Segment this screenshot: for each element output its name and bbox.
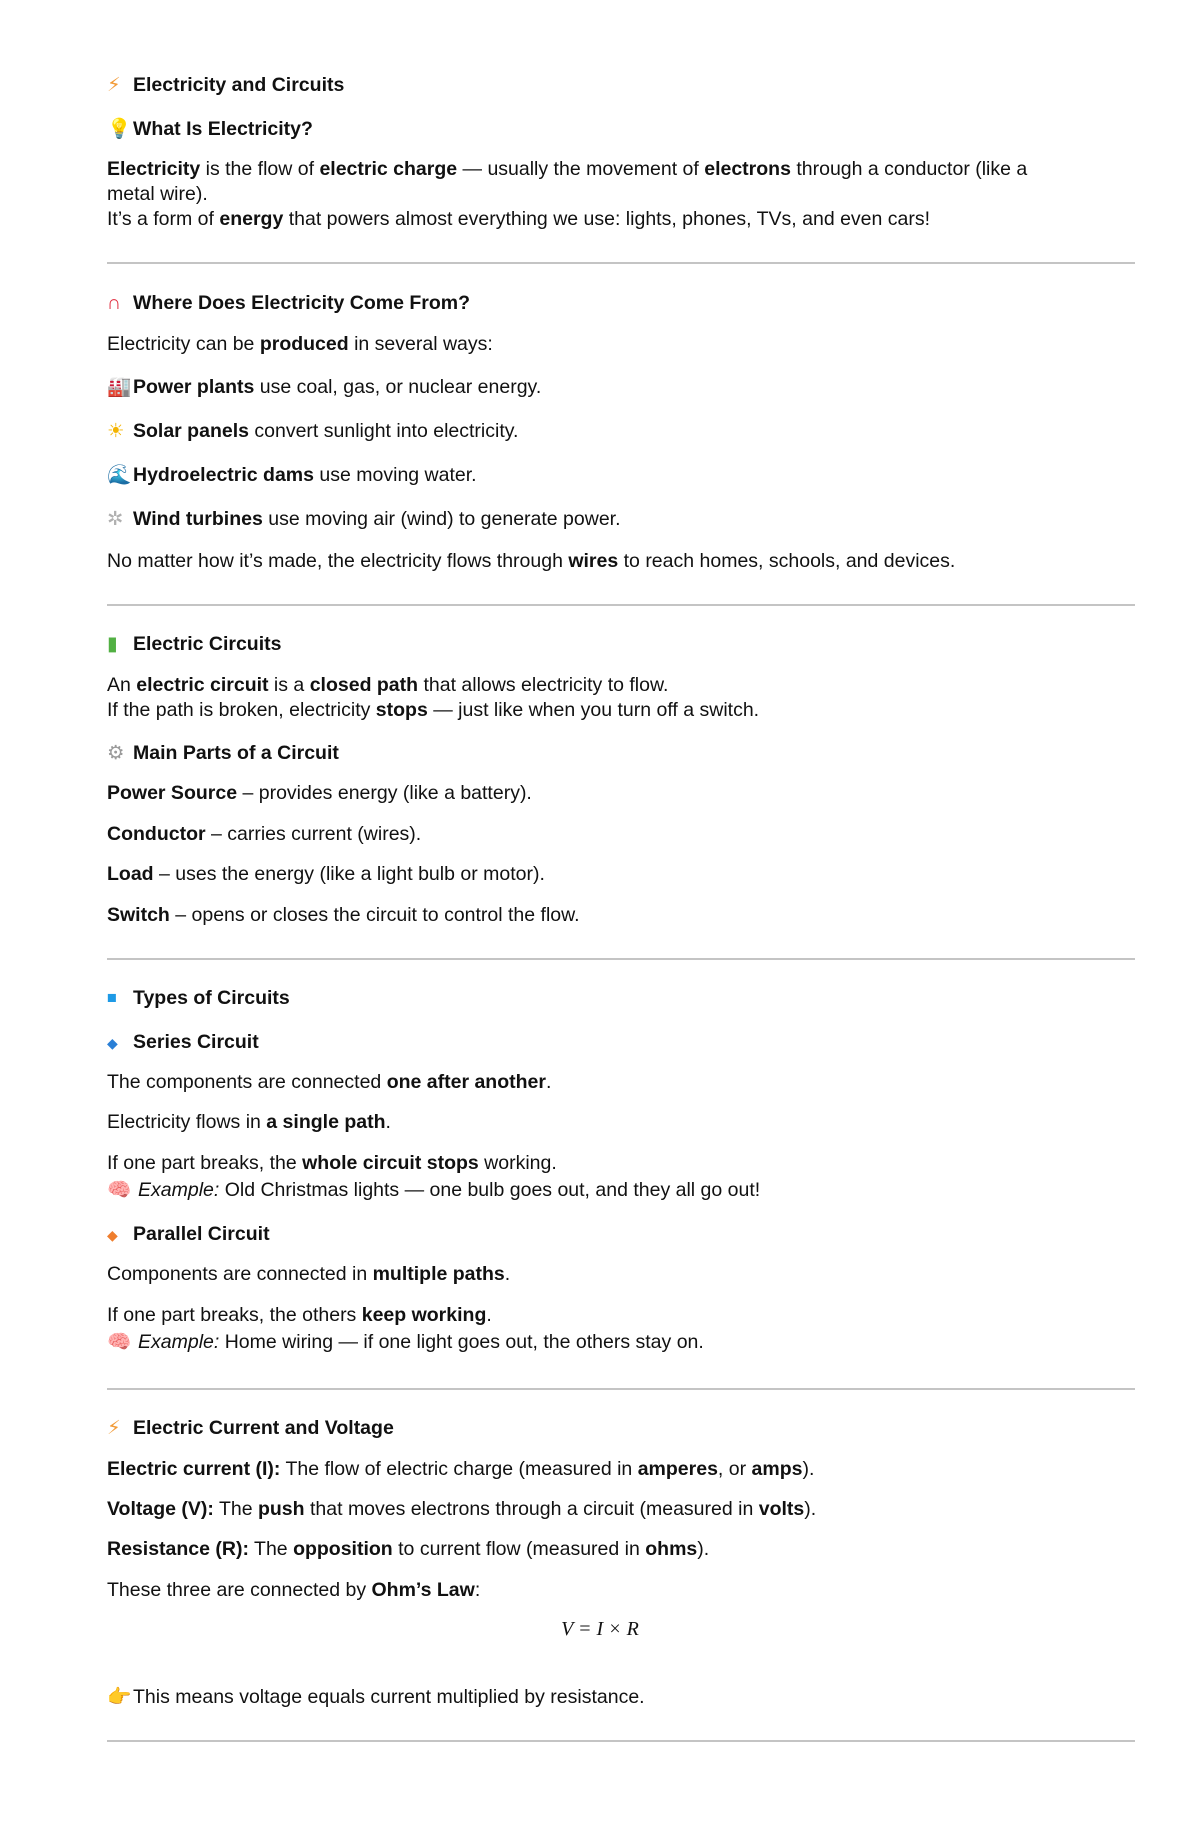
lightning-bolt-icon: ⚡ — [107, 74, 121, 96]
factory-icon: 🏭 — [107, 376, 132, 398]
list-item: 🌊Hydroelectric dams use moving water. — [107, 464, 477, 486]
gear-icon: ⚙ — [107, 742, 125, 764]
wind-turbine-icon: ✲ — [107, 508, 124, 530]
paragraph: An electric circuit is a closed path that allows electricity to flow. — [107, 674, 669, 696]
blue-diamond-icon: ◆ — [107, 1035, 118, 1051]
light-bulb-icon: 💡 — [107, 118, 132, 140]
list-item: 🏭Power plants use coal, gas, or nuclear energy. — [107, 376, 542, 398]
list-item: ☀ Solar panels convert sunlight into electricity. — [107, 420, 519, 442]
paragraph: If one part breaks, the whole circuit stops working. — [107, 1152, 557, 1174]
list-item: Conductor – carries current (wires). — [107, 823, 422, 845]
section-heading-electric-circuits: ▮ Electric Circuits — [107, 633, 282, 655]
battery-icon: ▮ — [107, 633, 118, 655]
example-line: 🧠 Example: Home wiring — if one light goes out, the others stay on. — [107, 1331, 704, 1353]
list-item: Power Source – provides energy (like a battery). — [107, 782, 532, 804]
pointing-hand-icon: 👉 — [107, 1686, 132, 1708]
paragraph: It’s a form of energy that powers almost everything we use: lights, phones, TVs, and even cars! — [107, 208, 931, 230]
paragraph: The components are connected one after another. — [107, 1071, 552, 1093]
square-button-icon: ⏹ — [107, 987, 117, 1009]
definition-current: Electric current (I): The flow of electric charge (measured in amperes, or amps). — [107, 1458, 815, 1480]
divider — [107, 1740, 1135, 1742]
paragraph: Components are connected in multiple paths. — [107, 1263, 511, 1285]
section-heading-current-voltage: ⚡ Electric Current and Voltage — [107, 1417, 394, 1439]
ohms-law-equation: V = I × R — [561, 1618, 639, 1640]
divider — [107, 262, 1135, 264]
paragraph: If the path is broken, electricity stops — just like when you turn off a switch. — [107, 699, 760, 721]
list-item: Switch – opens or closes the circuit to control the flow. — [107, 904, 580, 926]
sun-icon: ☀ — [107, 420, 125, 442]
page-title: ⚡ Electricity and Circuits — [107, 74, 345, 96]
note-line: 👉This means voltage equals current multiplied by resistance. — [107, 1686, 645, 1708]
paragraph: No matter how it’s made, the electricity flows through wires to reach homes, schools, and devices. — [107, 550, 956, 572]
brain-icon: 🧠 — [107, 1331, 132, 1353]
lightning-bolt-icon: ⚡ — [107, 1417, 121, 1439]
subheading-main-parts: ⚙ Main Parts of a Circuit — [107, 742, 339, 764]
water-wave-icon: 🌊 — [107, 464, 132, 486]
section-heading-where-from: ∩ Where Does Electricity Come From? — [107, 292, 471, 314]
list-item: Load – uses the energy (like a light bulb or motor). — [107, 863, 545, 885]
paragraph: Electricity can be produced in several ways: — [107, 333, 493, 355]
definition-voltage: Voltage (V): The push that moves electrons through a circuit (measured in volts). — [107, 1498, 817, 1520]
paragraph: These three are connected by Ohm’s Law: — [107, 1579, 481, 1601]
subheading-series-circuit: ◆ Series Circuit — [107, 1029, 259, 1056]
paragraph: Electricity is the flow of electric charge — usually the movement of electrons through a conductor (like a — [107, 158, 1028, 180]
orange-diamond-icon: ◆ — [107, 1227, 118, 1243]
example-line: 🧠 Example: Old Christmas lights — one bulb goes out, and they all go out! — [107, 1179, 761, 1201]
section-heading-what-is-electricity: 💡What Is Electricity? — [107, 118, 313, 140]
paragraph: If one part breaks, the others keep working. — [107, 1304, 492, 1326]
paragraph-continued: metal wire). — [107, 183, 208, 205]
list-item: ✲ Wind turbines use moving air (wind) to generate power. — [107, 508, 621, 530]
definition-resistance: Resistance (R): The opposition to current flow (measured in ohms). — [107, 1538, 710, 1560]
divider — [107, 958, 1135, 960]
brain-icon: 🧠 — [107, 1179, 132, 1201]
subheading-parallel-circuit: ◆ Parallel Circuit — [107, 1221, 270, 1248]
magnet-icon: ∩ — [107, 292, 122, 314]
section-heading-types-of-circuits: ⏹ Types of Circuits — [107, 987, 290, 1009]
divider — [107, 604, 1135, 606]
paragraph: Electricity flows in a single path. — [107, 1111, 391, 1133]
divider — [107, 1388, 1135, 1390]
